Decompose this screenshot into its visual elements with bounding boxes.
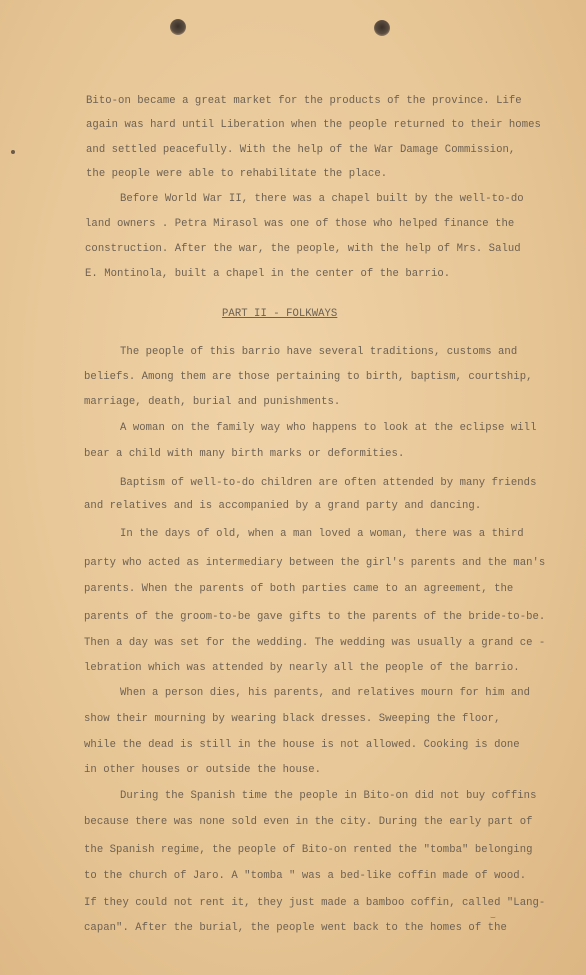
section-heading: PART II - FOLKWAYS (222, 308, 338, 320)
text-line: and settled peacefully. With the help of the War Damage Commission, (86, 144, 516, 156)
text-line: If they could not rent it, they just made a bamboo coffin, called "Lang- (84, 897, 546, 909)
text-line: When a person dies, his parents, and relatives mourn for him and (120, 687, 531, 699)
text-line: In the days of old, when a man loved a woman, there was a third (120, 528, 524, 540)
text-line: A woman on the family way who happens to look at the eclipse will (120, 422, 537, 434)
handwritten-caret-mark: ⌣ (490, 913, 496, 923)
text-line: party who acted as intermediary between the girl's parents and the man's (84, 557, 546, 569)
text-line: again was hard until Liberation when the people returned to their homes (86, 119, 541, 131)
text-line: The people of this barrio have several traditions, customs and (120, 346, 518, 358)
text-line: the people were able to rehabilitate the place. (86, 168, 388, 180)
text-line: and relatives and is accompanied by a grand party and dancing. (84, 500, 482, 512)
text-line: During the Spanish time the people in Bito-on did not buy coffins (120, 790, 537, 802)
punch-hole-right (374, 20, 390, 36)
text-line: Then a day was set for the wedding. The wedding was usually a grand ce - (84, 637, 546, 649)
text-line: construction. After the war, the people, with the help of Mrs. Salud (85, 243, 521, 255)
text-line: lebration which was attended by nearly all the people of the barrio. (84, 662, 520, 674)
text-line: E. Montinola, built a chapel in the center of the barrio. (85, 268, 451, 280)
text-line: because there was none sold even in the city. During the early part of (84, 816, 533, 828)
text-line: marriage, death, burial and punishments. (84, 396, 341, 408)
text-line: Bito-on became a great market for the products of the province. Life (86, 95, 522, 107)
punch-hole-left (170, 19, 186, 35)
text-line: to the church of Jaro. A "tomba " was a bed-like coffin made of wood. (84, 870, 527, 882)
text-line: beliefs. Among them are those pertaining to birth, baptism, courtship, (84, 371, 533, 383)
text-line: Before World War II, there was a chapel built by the well-to-do (120, 193, 524, 205)
text-line: parents. When the parents of both parties came to an agreement, the (84, 583, 514, 595)
text-line: bear a child with many birth marks or deformities. (84, 448, 405, 460)
text-line: show their mourning by wearing black dresses. Sweeping the floor, (84, 713, 501, 725)
text-line: while the dead is still in the house is not allowed. Cooking is done (84, 739, 520, 751)
text-line: land owners . Petra Mirasol was one of those who helped finance the (85, 218, 515, 230)
text-line: capan". After the burial, the people went back to the homes of the (84, 922, 507, 934)
text-line: the Spanish regime, the people of Bito-on rented the "tomba" belonging (84, 844, 533, 856)
text-line: in other houses or outside the house. (84, 764, 322, 776)
text-line: Baptism of well-to-do children are often attended by many friends (120, 477, 537, 489)
text-line: parents of the groom-to-be gave gifts to the parents of the bride-to-be. (84, 611, 546, 623)
ink-speck (11, 150, 15, 154)
